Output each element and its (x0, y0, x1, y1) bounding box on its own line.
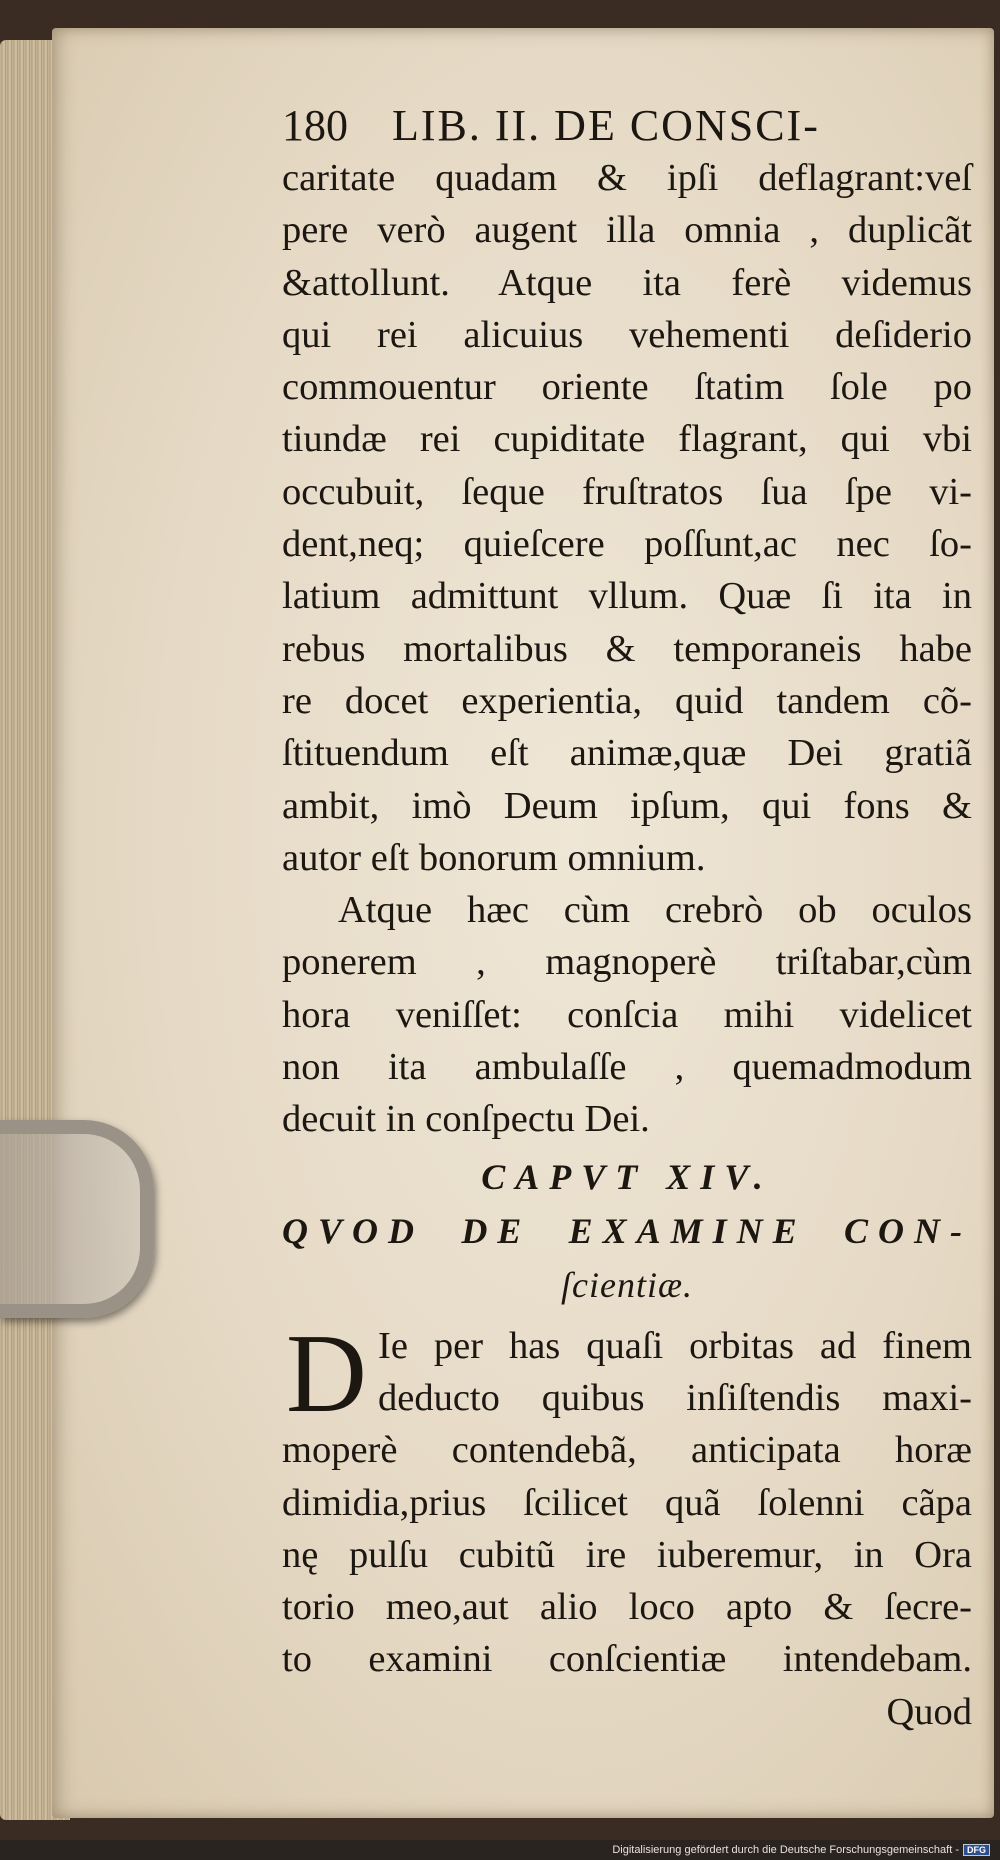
page-clip (0, 1120, 154, 1318)
text-line: dent,neq; quieſcere poſſunt,ac nec ſo- (282, 523, 972, 566)
text-line: pere verò augent illa omnia , duplicãt (282, 209, 972, 252)
chapter-title-continued: ſcientiæ. (561, 1264, 693, 1305)
text-line: &attollunt. Atque ita ferè videmus (282, 261, 972, 304)
running-head (282, 100, 972, 152)
text-line: ſtituendum eſt animæ,quæ Dei gratiã (282, 732, 972, 775)
text-line: hora veniſſet: conſcia mihi videlicet (282, 993, 972, 1036)
text-line: caritate quadam & ipſi deflagrant:veſ (282, 157, 972, 199)
text-line: rebus mortalibus & temporaneis habe (282, 627, 972, 670)
text-line: nę pulſu cubitũ ire iuberemur, in Ora (282, 1533, 972, 1576)
text-line: ambit, imò Deum ipſum, qui fons & (282, 784, 972, 827)
digitization-credit (612, 1844, 990, 1856)
text-line: ponerem , magnoperè triſtabar,cùm (282, 941, 972, 984)
text-line: moperè contendebã, anticipata horæ (282, 1429, 972, 1472)
text-line: deducto quibus inſiſtendis maxi- (378, 1376, 972, 1419)
text-line: Atque hæc cùm crebrò ob oculos (338, 889, 972, 932)
page-number: 180 (282, 101, 348, 150)
chapter-title: QVOD DE EXAMINE CON- (282, 1210, 972, 1251)
dfg-logo: DFG (963, 1844, 990, 1856)
text-line: qui rei alicuius vehementi deſiderio (282, 313, 972, 356)
page-text (282, 100, 972, 1738)
chapter-number: CAPVT XIV. (481, 1156, 773, 1197)
text-line: latium admittunt vllum. Quæ ſi ita in (282, 575, 972, 618)
running-title: LIB. II. DE CONSCI- (392, 101, 820, 150)
text-line: decuit in conſpectu Dei. (282, 1098, 650, 1141)
text-line: autor eſt bonorum omnium. (282, 836, 706, 879)
text-line: torio meo,aut alio loco apto & ſecre- (282, 1586, 972, 1629)
text-line: to examini conſcientiæ intendebam. (282, 1638, 972, 1681)
text-line: re docet experientia, quid tandem cõ- (282, 679, 972, 722)
catchword: Quod (886, 1690, 972, 1733)
chapter-opening (282, 1311, 972, 1686)
text-line: Ie per has quaſi orbitas ad finem (378, 1324, 972, 1367)
text-line: dimidia,prius ſcilicet quã ſolenni cãpa (282, 1481, 972, 1524)
text-line: non ita ambulaſſe , quemadmodum (282, 1046, 972, 1089)
text-line: commouentur oriente ſtatim ſole po (282, 366, 972, 409)
credit-text: Digitalisierung gefördert durch die Deutsche Forschungsgemeinschaft - (612, 1844, 959, 1856)
text-line: tiundæ rei cupiditate flagrant, qui vbi (282, 418, 972, 461)
text-line: occubuit, ſeque fruſtratos ſua ſpe vi- (282, 470, 972, 513)
drop-cap: D (286, 1311, 367, 1436)
